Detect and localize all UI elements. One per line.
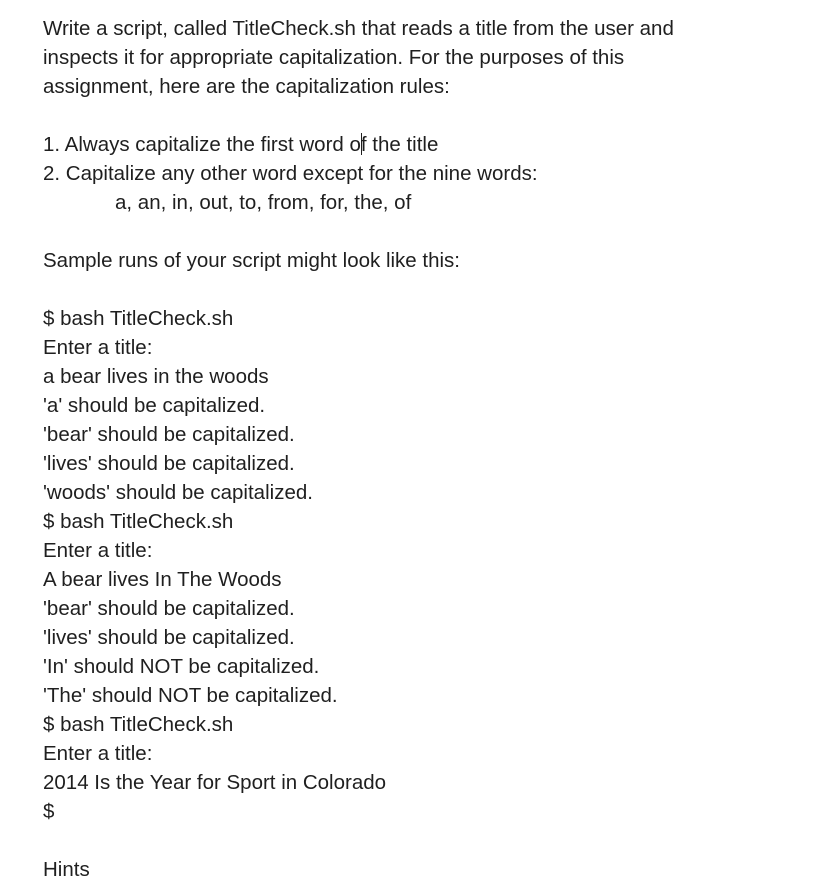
sample-line: 'lives' should be capitalized. — [43, 626, 295, 649]
sample-line: 'a' should be capitalized. — [43, 394, 266, 417]
rule-1 — [43, 130, 813, 159]
sample-line: 'bear' should be capitalized. — [43, 597, 295, 620]
sample-line: 'In' should NOT be capitalized. — [43, 655, 320, 678]
rule-1-text-start: 1. Always capitalize the first word o — [43, 133, 361, 156]
exception-words: a, an, in, out, to, from, for, the, of — [115, 191, 412, 214]
sample-runs — [43, 304, 813, 826]
sample-heading: Sample runs of your script might look like this: — [43, 249, 460, 272]
sample-line: Enter a title: — [43, 742, 153, 765]
sample-line: Enter a title: — [43, 539, 153, 562]
blank-line — [43, 275, 813, 304]
sample-line: A bear lives In The Woods — [43, 568, 282, 591]
sample-line: 'The' should NOT be capitalized. — [43, 684, 338, 707]
document-body[interactable] — [43, 14, 813, 884]
intro-line-3: assignment, here are the capitalization rules: — [43, 75, 450, 98]
blank-line — [43, 101, 813, 130]
sample-line: a bear lives in the woods — [43, 365, 269, 388]
intro-line-1: Write a script, called TitleCheck.sh that reads a title from the user and — [43, 17, 674, 40]
blank-line — [43, 826, 813, 855]
hints-heading: Hints — [43, 858, 90, 881]
rule-1-text-end: f the title — [360, 133, 439, 156]
intro-line-2: inspects it for appropriate capitalization. For the purposes of this — [43, 46, 625, 69]
sample-line: $ — [43, 800, 55, 823]
sample-line: 'bear' should be capitalized. — [43, 423, 295, 446]
sample-line: 'woods' should be capitalized. — [43, 481, 313, 504]
sample-line: $ bash TitleCheck.sh — [43, 713, 234, 736]
sample-line: $ bash TitleCheck.sh — [43, 307, 234, 330]
blank-line — [43, 217, 813, 246]
sample-line: $ bash TitleCheck.sh — [43, 510, 234, 533]
rule-2: 2. Capitalize any other word except for the nine words: — [43, 162, 538, 185]
sample-line: 2014 Is the Year for Sport in Colorado — [43, 771, 387, 794]
sample-line: Enter a title: — [43, 336, 153, 359]
sample-line: 'lives' should be capitalized. — [43, 452, 295, 475]
